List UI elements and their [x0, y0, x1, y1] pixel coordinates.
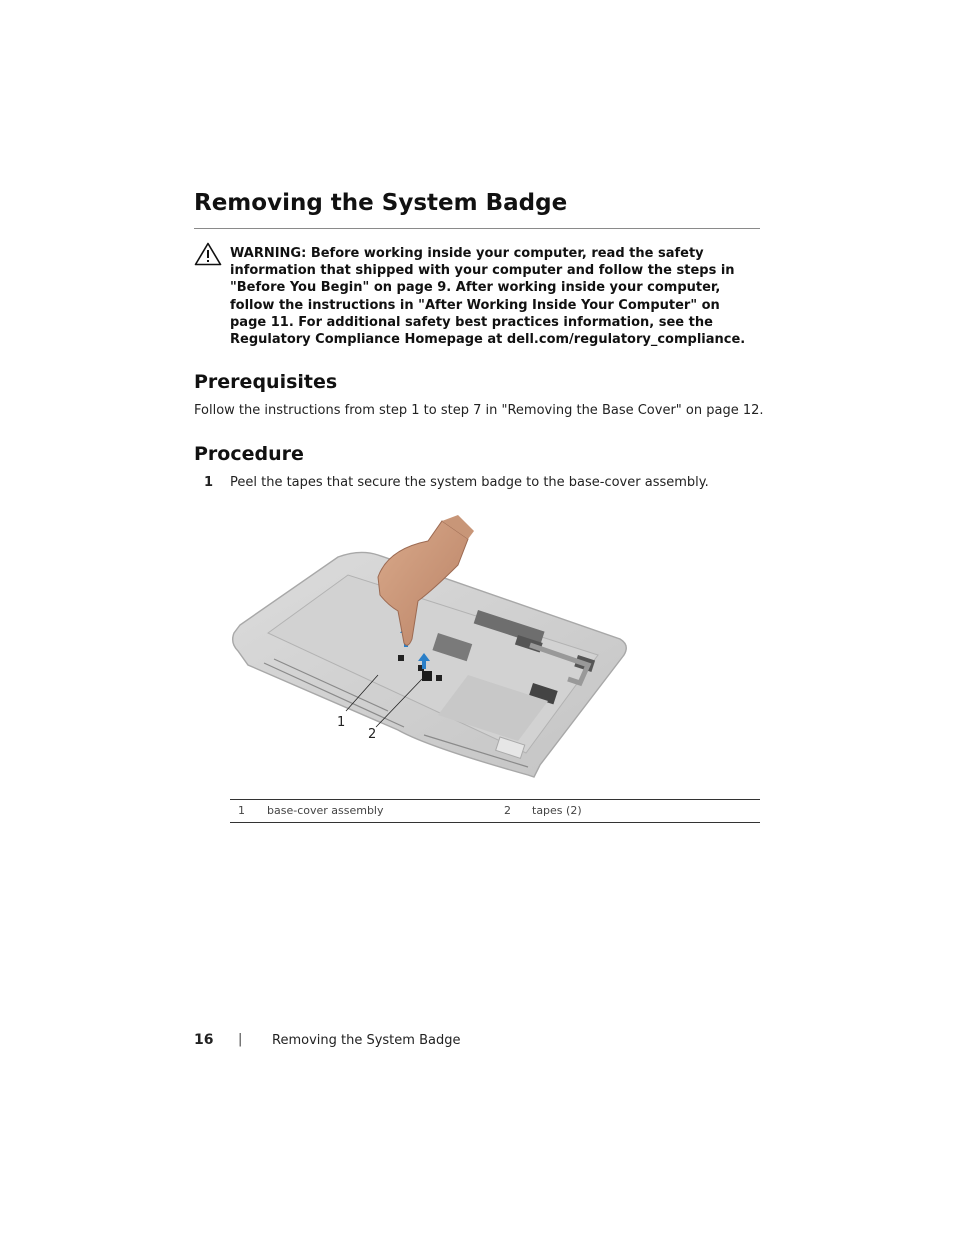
legend-number: 1	[238, 804, 245, 817]
legend-label: tapes (2)	[532, 804, 582, 817]
step-number: 1	[204, 475, 214, 490]
page-number: 16	[194, 1032, 214, 1048]
legend-label: base-cover assembly	[267, 804, 384, 817]
base-cover-illustration	[228, 515, 630, 787]
prerequisites-text: Follow the instructions from step 1 to step 7 in "Removing the Base Cover" on page 12.	[194, 403, 764, 418]
figure-legend	[230, 799, 760, 823]
footer-section-title: Removing the System Badge	[272, 1033, 461, 1048]
step-text: Peel the tapes that secure the system badge to the base-cover assembly.	[230, 475, 709, 490]
callout-2: 2	[368, 727, 377, 742]
title-divider	[194, 228, 760, 229]
prerequisites-heading: Prerequisites	[194, 371, 338, 393]
legend-number: 2	[504, 804, 511, 817]
warning-text: WARNING: Before working inside your computer, read the safety information that shipped with your computer and follow the steps in "Before You Begin" on page 9. After working inside your computer, follow the instructions in "After Working Inside Your Computer" on page 11. For additional safety best practices information, see the Regulatory Compliance Homepage at dell.com/regulatory_compliance.	[230, 246, 746, 348]
page-title: Removing the System Badge	[194, 190, 568, 216]
callout-1: 1	[337, 715, 346, 730]
warning-triangle-icon	[194, 242, 222, 266]
footer-separator: |	[238, 1032, 243, 1047]
procedure-heading: Procedure	[194, 443, 304, 465]
